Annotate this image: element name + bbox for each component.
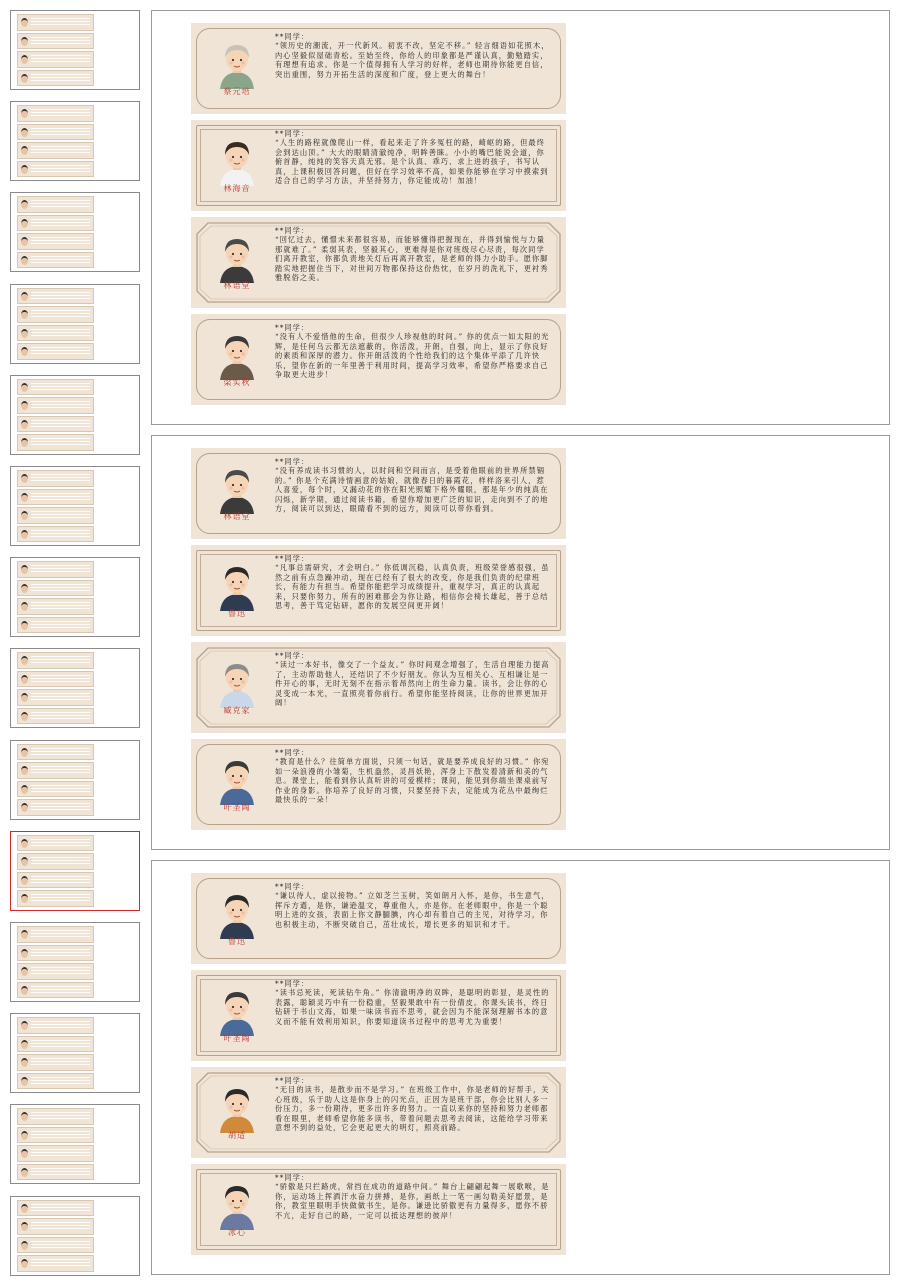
comment-card [191,1067,566,1158]
thumbnail-preview [17,196,94,268]
person-portrait [206,559,268,611]
page-thumbnail[interactable] [10,466,140,546]
person-name: 鲁迅 [228,937,246,946]
thumbnail-text-lines [31,803,90,812]
comment-card [191,1164,566,1255]
thumbnail-card [17,689,94,706]
thumbnail-card [17,1017,94,1034]
greeting: **同学： [275,882,310,891]
document-page [151,10,890,425]
greeting: **同学： [275,651,310,660]
thumbnail-face [21,347,28,356]
person-name: 冰心 [228,1228,246,1237]
thumbnail-text-lines [31,656,90,665]
thumbnail-card [17,288,94,305]
thumbnail-text-lines [31,256,90,265]
comment-body: “回忆过去，懂憬未来都很容易，而能够懂得把握现在，并得到愉悦与力量那就难了。” 柔弱其表，坚毅其心，更难得是你对班级尽心尽责，每次同学们离开教室，你都负责地关灯后再离开教室，是老师的得力小助手。愿你脚踏实地把握住当下，对世间万物都保持这份热忱，在岁月的洗礼下，更衬秀雅脱俗之美。 [275,235,549,283]
thumbnail-preview [17,14,94,86]
thumbnail-preview [17,744,94,816]
comment-card [191,314,566,405]
greeting: **同学： [275,979,310,988]
thumbnail-face [21,1222,28,1231]
thumbnail-face [21,785,28,794]
thumbnail-face [21,165,28,174]
thumbnail-text-lines [31,930,90,939]
comment-body: “读过一本好书，像交了一个益友。” 你时间观念增强了，生活自理能力提高了，主动帮助他人，还结识了不少好朋友。你认为互相关心、互相谦让是一件开心的事，无时无刻不在指示着昂然向上的生命力量。读书，会让你的心灵变成一本光，一直照亮着你前行。希望你能坚持阅读，让你的世界更加开阔！ [275,660,550,708]
thumbnail-card [17,105,94,122]
thumbnail-text-lines [31,857,90,866]
comment-text [275,32,552,108]
thumbnail-text-lines [31,839,90,848]
thumbnail-face [21,401,28,410]
page-thumbnail[interactable] [10,1196,140,1276]
comment-text [275,748,552,824]
greeting: **同学： [275,226,310,235]
thumbnail-text-lines [31,200,90,209]
thumbnail-face [21,602,28,611]
thumbnail-card [17,434,94,451]
thumbnail-card [17,124,94,141]
comment-text [275,323,552,399]
person-portrait [206,134,268,186]
thumbnail-text-lines [31,347,90,356]
thumbnail-card [17,379,94,396]
thumbnail-card [17,1108,94,1125]
thumbnail-face [21,803,28,812]
person-name: 林海音 [223,184,251,193]
thumbnail-text-lines [31,1204,90,1213]
thumbnail-face [21,256,28,265]
comment-text [275,457,552,533]
thumbnail-text-lines [31,18,90,27]
comment-card [191,970,566,1061]
thumbnail-face [21,530,28,539]
thumbnail-face [21,55,28,64]
thumbnail-card [17,1036,94,1053]
thumbnail-preview [17,1017,94,1089]
thumbnail-text-lines [31,693,90,702]
thumbnail-face [21,949,28,958]
thumbnail-text-lines [31,1021,90,1030]
person-portrait [206,753,268,805]
thumbnail-card [17,1218,94,1235]
thumbnail-text-lines [31,712,90,721]
thumbnail-text-lines [31,949,90,958]
person-portrait [206,887,268,939]
thumbnail-text-lines [31,128,90,137]
comment-body: “无目的读书，是散步而不是学习。” 在班级工作中，你是老师的好帮手，关心班级，乐于助人这是你身上的闪光点，正因为是班干部，你会比别人多一份压力，多一份期待，更多出许多的努力。一直以来你的坚持和努力老师都看在眼里，老师希望你能多读书，带着问题去思考去阅读，这能给学习带来意想不到的益处，它会更起更大的明灯，照亮前路。 [275,1085,550,1133]
thumbnail-preview [17,1200,94,1272]
thumbnail-face [21,839,28,848]
thumbnail-preview [17,652,94,724]
thumbnail-text-lines [31,584,90,593]
thumbnail-face [21,511,28,520]
thumbnail-card [17,1164,94,1181]
comment-text [275,651,552,727]
person-name: 鲁迅 [228,609,246,618]
page-thumbnail[interactable] [10,1013,140,1093]
page-thumbnail[interactable] [10,740,140,820]
page-thumbnail[interactable] [10,648,140,728]
thumbnail-face [21,1241,28,1250]
thumbnail-card [17,853,94,870]
thumbnail-card [17,252,94,269]
thumbnail-card [17,1073,94,1090]
thumbnail-face [21,200,28,209]
thumbnail-face [21,1168,28,1177]
thumbnail-card [17,744,94,761]
thumbnail-text-lines [31,1077,90,1086]
thumbnail-face [21,493,28,502]
comment-body: “没有养成读书习惯的人，以时间和空间而言，是受着他眼前的世界所禁锢的。” 你是个充满诗情画意的姑娘，就像春日的暮霞花，样样洛来引人，惹人喜爱，每个时，又漏动花的你在阳光照耀下格外耀眼，那是年少的纯真在闪烁，新学期，通过阅读书籍，希望你增加更广泛的知识，走向到不了的地方，阅读可以到达，眼睛看不到的远方，阅读可以带你看到。 [275,466,549,514]
thumbnail-face [21,656,28,665]
thumbnail-card [17,580,94,597]
person-portrait [206,984,268,1036]
thumbnail-card [17,161,94,178]
person-portrait [206,231,268,283]
page-thumbnail[interactable] [10,192,140,272]
greeting: **同学： [275,748,310,757]
person-name: 梁实秋 [223,378,251,387]
thumbnail-face [21,420,28,429]
thumbnail-card [17,215,94,232]
comment-text [275,1076,552,1152]
thumbnail-face [21,146,28,155]
thumbnail-face [21,237,28,246]
comment-text [275,882,552,958]
person-name: 林语堂 [223,281,251,290]
thumbnail-card [17,1255,94,1272]
thumbnail-face [21,1112,28,1121]
thumbnail-card [17,561,94,578]
comment-card [191,23,566,114]
thumbnail-card [17,343,94,360]
person-name: 叶圣陶 [223,1034,251,1043]
comment-body: “人生的路程就像爬山一样，看起来走了许多冤枉的路，崎岖的路，但最终会到达山顶。” 大大的眼睛清澈纯净，明眸善睐。小小的嘴巴能说会道，你俯首静，纯纯的笑容天真无邪。是个认真、乖巧、求上进的孩子，书写认真，上课积极回答问题，但好在学习效率不高，如果你能够在学习中摸索到适合自己的学习方法，并坚持努力，你定能成功！加油！ [275,138,549,186]
thumbnail-preview [17,835,94,907]
thumbnail-face [21,383,28,392]
person-portrait [206,1081,268,1133]
page-thumbnail[interactable] [10,1104,140,1184]
page-thumbnail[interactable] [10,10,140,90]
thumbnail-text-lines [31,1149,90,1158]
thumbnail-card [17,325,94,342]
thumbnail-card [17,708,94,725]
greeting: **同学： [275,554,310,563]
comment-body: “没有人不爱惜他的生命，但很少人珍视他的时间。” 你的优点一如太阳的光辉，是任何乌云都无法遮蔽的，你活泼，开朗，自强，向上，显示了你良好的素质和深厚的潜力。你开朗活泼的个性给我们的这个集体平添了几许快乐，望你在新的一年里善于利用时间，提高学习效率，希望你严格要求自己争取更大进步！ [275,332,550,380]
thumbnail-face [21,930,28,939]
thumbnail-text-lines [31,438,90,447]
thumbnail-text-lines [31,1112,90,1121]
thumbnail-text-lines [31,785,90,794]
thumbnail-card [17,963,94,980]
thumbnail-text-lines [31,165,90,174]
thumbnail-card [17,835,94,852]
thumbnail-face [21,18,28,27]
thumbnail-text-lines [31,146,90,155]
thumbnail-card [17,70,94,87]
thumbnail-face [21,584,28,593]
page-thumbnail[interactable] [10,284,140,364]
thumbnail-preview [17,561,94,633]
thumbnail-card [17,781,94,798]
thumbnail-face [21,474,28,483]
thumbnail-card [17,652,94,669]
thumbnail-text-lines [31,493,90,502]
thumbnail-card [17,14,94,31]
page-thumbnail[interactable] [10,101,140,181]
thumbnail-face [21,109,28,118]
thumbnail-face [21,967,28,976]
thumbnail-face [21,857,28,866]
thumbnail-card [17,1127,94,1144]
thumbnail-preview [17,379,94,451]
thumbnail-text-lines [31,420,90,429]
thumbnail-face [21,748,28,757]
greeting: **同学： [275,129,310,138]
thumbnail-text-lines [31,401,90,410]
thumbnail-face [21,894,28,903]
comment-card [191,873,566,964]
thumbnail-face [21,675,28,684]
thumbnail-text-lines [31,967,90,976]
thumbnail-face [21,712,28,721]
thumbnail-text-lines [31,511,90,520]
thumbnail-card [17,397,94,414]
document-page [151,860,890,1275]
thumbnail-text-lines [31,37,90,46]
thumbnail-text-lines [31,675,90,684]
thumbnail-face [21,438,28,447]
thumbnail-text-lines [31,292,90,301]
thumbnail-face [21,1204,28,1213]
thumbnail-preview [17,1108,94,1180]
thumbnail-text-lines [31,329,90,338]
thumbnail-card [17,1237,94,1254]
comment-text [275,1173,552,1249]
thumbnail-text-lines [31,1168,90,1177]
thumbnail-face [21,1131,28,1140]
person-portrait [206,1178,268,1230]
comment-body: “凡事总需研究，才会明白。” 你低调沉稳，认真负责，班级荣誉感很强，虽然之前有点急躁冲动，现在已经有了很大的改变，你是我们负责的纪律班长，有能力有担当。希望你能把学习成绩提升，重视学习，真正的认真起来，只要你努力，所有的困难都会为你让路，相信你会椅长雄起，善于总结思考，善于笃定钻研，愿你的发展空间更开阔！ [275,563,550,611]
thumbnail-text-lines [31,876,90,885]
thumbnail-card [17,872,94,889]
thumbnail-text-lines [31,219,90,228]
thumbnail-text-lines [31,986,90,995]
thumbnail-card [17,233,94,250]
thumbnail-text-lines [31,237,90,246]
comment-text [275,979,552,1055]
person-portrait [206,37,268,89]
thumbnail-text-lines [31,109,90,118]
thumbnail-face [21,876,28,885]
thumbnail-preview [17,470,94,542]
thumbnail-preview [17,926,94,998]
thumbnail-card [17,526,94,543]
thumbnail-card [17,33,94,50]
thumbnail-text-lines [31,621,90,630]
thumbnail-card [17,489,94,506]
thumbnail-face [21,1021,28,1030]
thumbnail-card [17,507,94,524]
comment-card [191,739,566,830]
thumbnail-face [21,74,28,83]
thumbnail-face [21,329,28,338]
thumbnail-card [17,306,94,323]
page-thumbnail[interactable] [10,922,140,1002]
comment-body: “谦以待人，虚以接物。” 立如芝兰玉树，笑如朗月入怀，是你，书生意气，挥斥方遒，是你，谦逊温文，尊重他人，亦是你。在老师眼中，你是一个聪明上进的女孩，表面上你文静腼腆，内心却有着自己的主见，对待学习，你也积极主动，不断突破自己，茁壮成长，增长更多的知识和才干。 [275,891,550,929]
thumbnail-face [21,37,28,46]
thumbnail-face [21,310,28,319]
page-thumbnail[interactable] [10,557,140,637]
greeting: **同学： [275,1173,310,1182]
comment-body: “骄傲是只拦路虎，常挡在成功的道路中间。” 舞台上翩翩起舞一展歌喉，是你，运动场上挥洒汗水奋力拼搏，是你，画纸上一笔一画勾勒美好愿景，是你，教室里眼明手快做做书生，是你。谦逊比骄傲更有力量得多，愿你不骄不亢，走好自己的路，一定可以抵达理想的彼岸！ [275,1182,550,1220]
comment-card [191,448,566,539]
thumbnail-text-lines [31,894,90,903]
thumbnail-text-lines [31,1040,90,1049]
thumbnail-preview [17,105,94,177]
person-portrait [206,328,268,380]
thumbnail-card [17,890,94,907]
person-name: 臧克家 [223,706,251,715]
page-thumbnail[interactable] [10,831,140,911]
thumbnail-face [21,292,28,301]
person-name: 蔡元培 [223,87,251,96]
person-portrait [206,462,268,514]
thumbnail-face [21,986,28,995]
thumbnail-card [17,51,94,68]
thumbnail-card [17,416,94,433]
thumbnail-card [17,617,94,634]
comment-text [275,129,552,205]
thumbnail-text-lines [31,530,90,539]
thumbnail-text-lines [31,1131,90,1140]
comment-card [191,642,566,733]
person-name: 胡适 [228,1131,246,1140]
person-name: 叶圣陶 [223,803,251,812]
thumbnail-card [17,470,94,487]
thumbnail-face [21,766,28,775]
thumbnail-face [21,1058,28,1067]
thumbnail-text-lines [31,602,90,611]
thumbnail-face [21,565,28,574]
greeting: **同学： [275,457,310,466]
thumbnail-text-lines [31,565,90,574]
person-name: 林语堂 [223,512,251,521]
thumbnail-face [21,128,28,137]
thumbnail-text-lines [31,55,90,64]
thumbnail-preview [17,288,94,360]
thumbnail-face [21,1149,28,1158]
thumbnail-card [17,1200,94,1217]
thumbnail-face [21,1259,28,1268]
thumbnail-text-lines [31,474,90,483]
thumbnail-card [17,799,94,816]
thumbnail-face [21,1077,28,1086]
document-page [151,435,890,850]
thumbnail-card [17,142,94,159]
thumbnail-text-lines [31,748,90,757]
thumbnail-text-lines [31,1058,90,1067]
thumbnail-text-lines [31,766,90,775]
thumbnail-card [17,762,94,779]
thumbnail-text-lines [31,310,90,319]
comment-card [191,545,566,636]
comment-card [191,217,566,308]
comment-text [275,554,552,630]
thumbnail-face [21,219,28,228]
thumbnail-card [17,196,94,213]
thumbnail-card [17,945,94,962]
thumbnail-card [17,982,94,999]
thumbnail-card [17,598,94,615]
thumbnail-card [17,926,94,943]
greeting: **同学： [275,1076,310,1085]
comment-body: “读书忌死读，死读钻牛角。” 你清澈明净的双眸，是聪明的彰显，是灵性的表露，聪颖灵巧中有一份稳重，坚毅果敢中有一份倩皮。你课头读书，终日钻研于书山文海，如果一味读书而不思考，就会因为不能深刻理解书本的意义而不能有效利用知识，你要知道读书过程中的思考尤为重要！ [275,988,550,1026]
greeting: **同学： [275,32,310,41]
thumbnail-text-lines [31,74,90,83]
greeting: **同学： [275,323,310,332]
thumbnail-text-lines [31,1259,90,1268]
thumbnail-text-lines [31,1241,90,1250]
comment-body: “领历史的潮流，开一代新风。初衷不改，坚定不移。” 轻言细语如花照木，内心坚毅似屋础青松。至始至终，你给人的印象都是严谨认真，勤勉踏实，有理想有追求。你是一个值得拥有人学习的好样，老师也期待你能更自信，突出重围，努力开拓生活的深度和广度，登上更大的舞台！ [275,41,550,79]
thumbnail-face [21,693,28,702]
page-thumbnail[interactable] [10,375,140,455]
comment-body: “教育是什么？往简单方面说，只须一句话，就是要养成良好的习惯。” 你宛如一朵浪漫的小雏菊，生机盎然，灵昌妖艳，浑身上下散发着清新和美的气息。课堂上，能看到你认真听讲的可爱模样；课间，能见到你端坐课桌前写作业的身影。你培养了良好的习惯，只要坚持下去，定能成为花丛中最绚烂最快乐的一朵！ [275,757,550,805]
thumbnail-card [17,671,94,688]
thumbnail-face [21,621,28,630]
comment-text [275,226,552,302]
thumbnail-face [21,1040,28,1049]
thumbnail-text-lines [31,383,90,392]
comment-card [191,120,566,211]
thumbnail-card [17,1145,94,1162]
person-portrait [206,656,268,708]
thumbnail-strip [0,0,150,1286]
thumbnail-text-lines [31,1222,90,1231]
thumbnail-card [17,1054,94,1071]
